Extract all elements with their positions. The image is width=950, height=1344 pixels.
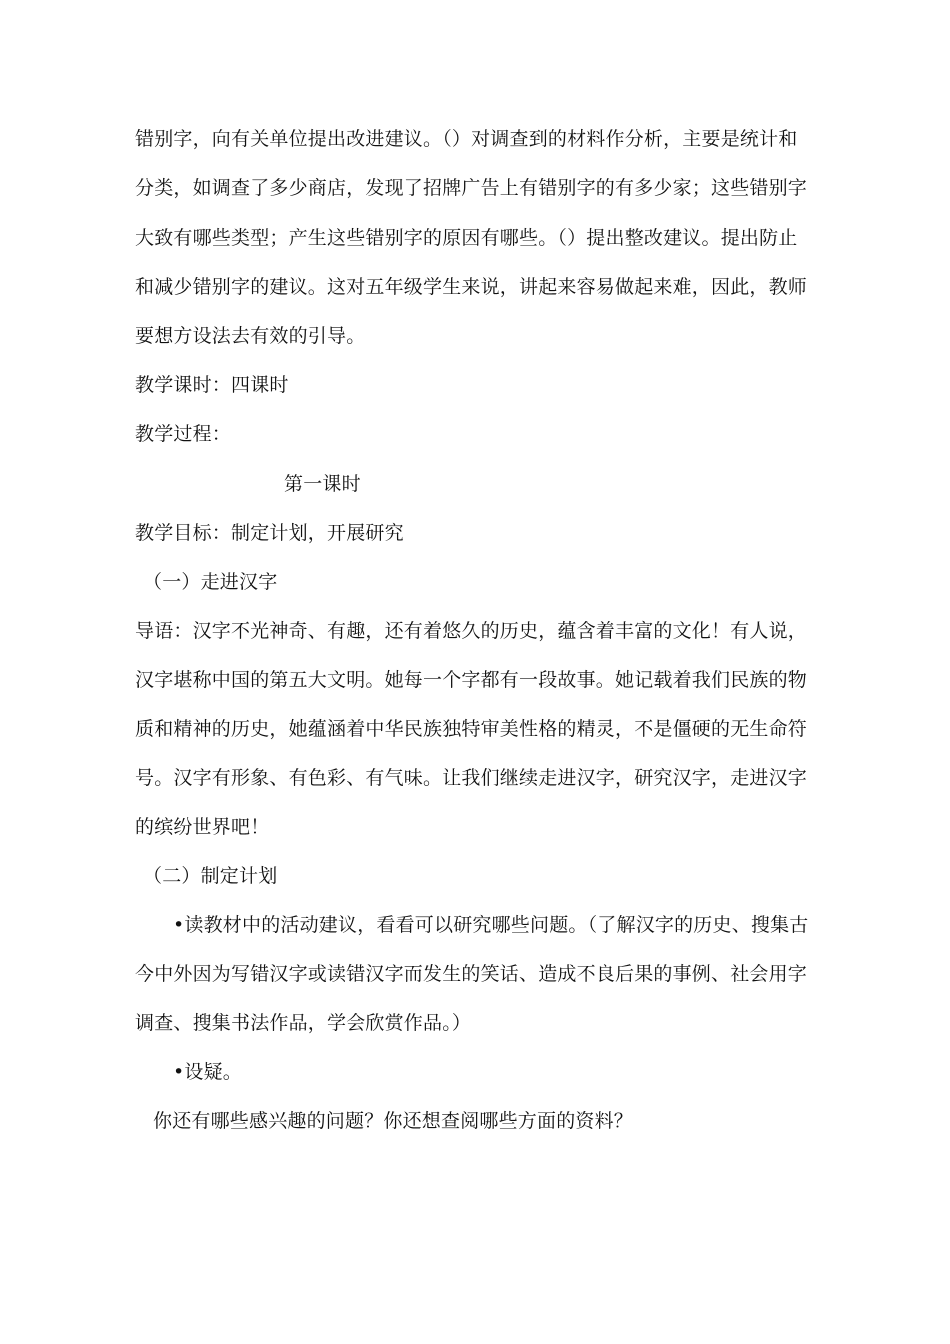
intro-line: 号。汉字有形象、有色彩、有气味。让我们继续走进汉字，研究汉字，走进汉字	[135, 767, 808, 789]
bullet-line: 今中外因为写错汉字或读错汉字而发生的笑话、造成不良后果的事例、社会用字	[135, 963, 808, 985]
section-heading: （一）走进汉字	[143, 571, 278, 593]
intro-line: 汉字堪称中国的第五大文明。她每一个字都有一段故事。她记载着我们民族的物	[135, 669, 808, 691]
section-heading: （二）制定计划	[143, 865, 278, 887]
paragraph-line: 错别字，向有关单位提出改进建议。（）对调查到的材料作分析，主要是统计和	[135, 128, 798, 150]
process-label: 教学过程：	[135, 423, 232, 445]
intro-line: 导语：汉字不光神奇、有趣，还有着悠久的历史，蕴含着丰富的文化！有人说，	[135, 620, 808, 642]
paragraph-line: 要想方设法去有效的引导。	[135, 325, 366, 347]
bullet-line: •设疑。	[173, 1061, 243, 1083]
bullet-line: 调查、搜集书法作品，学会欣赏作品。）	[135, 1012, 472, 1034]
paragraph-line: 大致有哪些类型；产生这些错别字的原因有哪些。（）提出整改建议。提出防止	[135, 227, 798, 249]
intro-line: 质和精神的历史，她蕴涵着中华民族独特审美性格的精灵，不是僵硬的无生命符	[135, 718, 808, 740]
bullet-line: •读教材中的活动建议，看看可以研究哪些问题。（了解汉字的历史、搜集古	[173, 914, 809, 936]
intro-line: 的缤纷世界吧！	[135, 816, 270, 838]
question-text: 你还有哪些感兴趣的问题？你还想查阅哪些方面的资料？	[153, 1110, 634, 1132]
objective-text: 教学目标：制定计划，开展研究	[135, 522, 404, 544]
lesson-title: 第一课时	[284, 473, 361, 495]
paragraph-line: 和减少错别字的建议。这对五年级学生来说，讲起来容易做起来难，因此，教师	[135, 276, 808, 298]
paragraph-line: 分类，如调查了多少商店，发现了招牌广告上有错别字的有多少家；这些错别字	[135, 177, 808, 199]
class-hours-text: 教学课时：四课时	[135, 374, 289, 396]
